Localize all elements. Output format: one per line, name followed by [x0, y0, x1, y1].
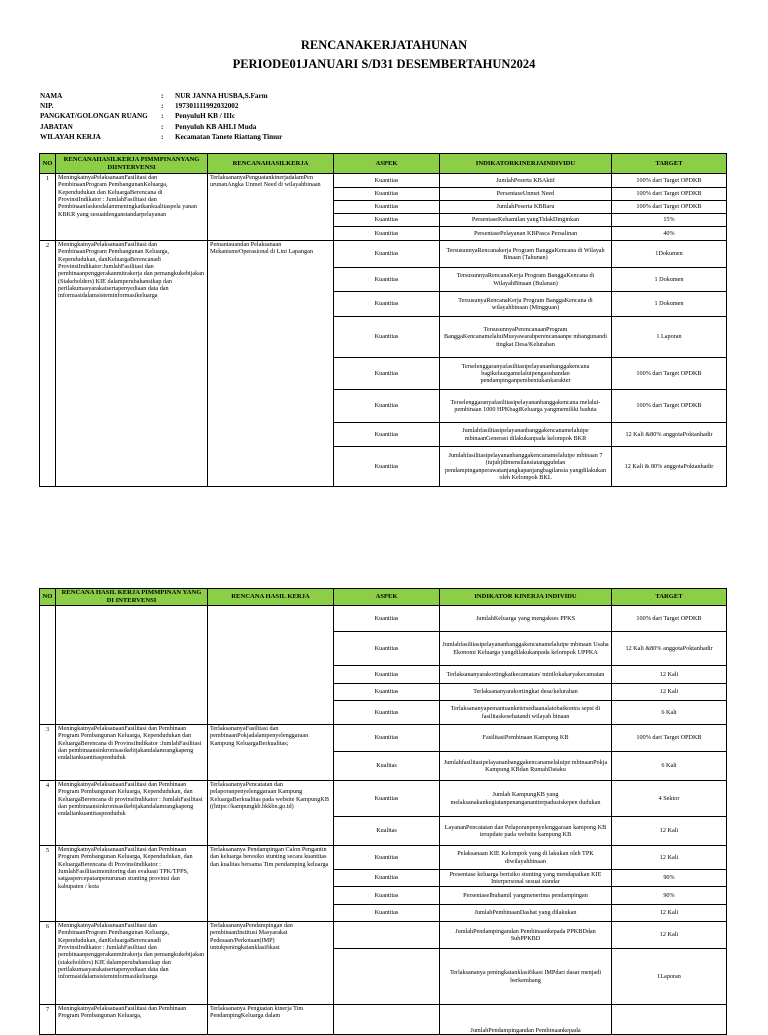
info-row-name: NAMA : NUR JANNA HUSBA,S.Farm — [40, 92, 268, 100]
table-row: Kuantitas Terlaksananyapemantuanketersediaanalatobatkontra sepsi di fasilitaskesehatandi wilayah binaan 6 Kali — [40, 701, 727, 725]
info-row-nip: NIP. : 197301111992032002 — [40, 102, 239, 111]
table-row: Kuantitas JumlahPembinaanDashat yang dilakukan 12 Kali — [40, 905, 727, 922]
table-row: Kualitas Jumlahfasilitasipelayananbanggakencanamelaluipe mbinaanPokja Kampung KBdan RumahDataku 6 Kali — [40, 752, 727, 781]
table-row: Kuantitas TersusunnyaPerencanaanProgram BanggaKencanamelaluiMusyawarahperencanaanpe mbangunandi tingkat Desa/Kelurahan 1 Laporan — [40, 317, 727, 358]
table-row: Kuantitas Jumlahfasilitasipelayananbanggakencanamelaluipe mbinaanGenerasi dilakukanpada kelompok BKR 12 Kali &80% anggotaPoktanhadir — [40, 423, 727, 447]
table-row: Kuantitas Terselenggaranyafasilitasipelayananbanggakencana bagikeluargamelaluipengasuhandan pendampinganpembentukankarakter 100% dari Target OPDKB — [40, 358, 727, 390]
table-row: Kuantitas Jumlahfasilitasipelayananbanggakencanamelaluipe mbinaan 7 (tujuh)dimensilansiatangguhdan pendampinganperawatanjangkapanjangbagilansia yangdilakukan oleh Kelompok BKL 12 Kali & 80% anggotaPoktanhadir — [40, 447, 727, 487]
table-row: 1 MeningkatnyaPelaksanaanFasilitasi dan PembinaanProgram PembangunanKeluarga, Kependudukan dan KeluargaBerencana di ProvinsiIndikator : JumlahFasilitasi dan Pembinaanfaskesdalammeningkatkankualitaspela yanan KBKR yang sesuaidenganstandarpelayanan TerlaksananyaPenguatankinerjadalamPen urunanAngka Unmet Need di wilayahbinaan Kuantitas JumlahPeserta KBAktif 100% dari Target OPDKB — [40, 174, 727, 188]
document-title: RENCANAKERJATAHUNAN — [300, 38, 468, 52]
table-row: Kuantitas PersentaseIbuhamil yangmenerima pendampingan 90% — [40, 887, 727, 905]
info-row-rank: PANGKAT/GOLONGAN RUANG : PenyuluH KB / IIIc — [40, 112, 236, 121]
document-period: PERIODE01JANUARI S/D31 DESEMBERTAHUN2024 — [232, 57, 536, 71]
info-row-position: JABATAN : Penyuluh KB AHLI Muda — [40, 122, 257, 131]
table-row: Kuantitas Terlaksananyarakortingkatkecamatan/ minilokakaryakecamatan 12 Kali — [40, 666, 727, 684]
table-row: 6 MeningkatnyaPelaksanaanFasilitasi dan PembinaanProgram Pembangunan Keluarga, Kependudukan, danKeluargaBerencanadi ProvinsiIndikator : JumlahFasilitasi dan pembinaanpenggerakanmitrakerja dan pemangkukebijakan (stakeholders) KIE dalamperubahansikap dan perilakumasyarakatsertapenyediaan data dan informasidalamsisteminformasikeluarga TerlaksananyaPendampingan dan pembinaanInstitusi Masyarakat Pedesaan/Perkotaan(IMP) untukpeningkatanklasifikasi JumlahPendampingandan Pembinaankepada PPKBDdan SubPPKBD 12 Kali — [40, 922, 727, 949]
table-row: 3 MeningkatnyaPelaksanaanFasilitasi dan Pembinaan Program Pembangunan Keluarga, Kependudukan dan KeluargaBerencana di ProvinsiIndikator :JumlahFasilitasi dan pembinaansinkronisasikebijakandalamrangkapeng endaliankuantitaspenduduk TerlaksananyaFasilitasi dan pembinaanPokjadalampenyelenggaraan Kampung KeluargaBerkualitas; Kuantitas FasilitasiPembinaan Kampung KB 100% dari Target OPDKB — [40, 725, 727, 752]
table-row: Kuantitas Presentase keluarga berisiko stunting yang mendapatkan KIE Interpersonal sesuai standar 90% — [40, 870, 727, 887]
table-row: 5 MeningkatnyaPelaksanaanFasilitasi dan Pembinaan Program Pembangunan Keluarga, Kependudukan, dan KeluargaBerencana di Provinsiindikator : JumlahFasilitasimonitoring dan evaluasi TPK/TPPS, satgaspercepatanpenurunan stunting provinsi dan kabupaten / kota Terlaksananya Pendampingan Calon Pengantin dan keluarga beresiko stunting secara kuantitas dan kualitas bersama Tim pendamping keluarga Kuantitas Pelaksanaan KIE Kelompok yang di lakukan oleh TPK diwilayahbinaan 12 Kali — [40, 846, 727, 870]
table-row: Kuantitas TersusunyaRencanaKerja Program BanggaKencana di wilayahbinaan (Mingguan) 1 Dokumen — [40, 292, 727, 317]
table-row: Kuantitas Terselenggaranyafasilitasipelayananbanggakencana melaluipembinaan 1000 HPKbagiKeluarga yangmemiliki baduta 100% dari Target OPDKB — [40, 390, 727, 423]
table-row: Kuantitas Terlaksananyarakortingkat desa/kelurahan 12 Kali — [40, 684, 727, 701]
info-row-work-area: WILAYAH KERJA : Kecamatan Tanete Riattang Timur — [40, 132, 283, 141]
table-header: NO RENCANAHASILKERJA PIMMPINANYANG DIINTERVENSI RENCANAHASILKERJA ASPEK INDIKATORKINERJAINDIVIDU TARGET — [40, 154, 727, 174]
table-row: Kualitas LayananPencatatan dan Pelaporanpenyelenggaraan kampong KB terupdate pada website kampung KB 12 Kali — [40, 817, 727, 846]
table-row: Kuantitas PersentaseUnmet Need 100% dari Target OPDKB — [40, 188, 727, 201]
table-row: Kuantitas PersentasePelayanan KBPasca Persalinan 40% — [40, 227, 727, 241]
table-row: 2 MeningkatnyaPelaksanaanFasilitasi dan PembinaanProgram Pembangunan Keluarga, Kependudukan, danKeluargaBerencanadi ProvinsiIndikator:JumlahFasilitasi dan pembinaanpenggerakanmitrakerja dan pemangkukebijakan (Stakeholders) KIE dalamperubahansikap dan perilakumasyarakatsertapenyediaan data dan informasidalamsisteminformasikeluarga Pemantauandan Pelaksanaan MekanismeOperasional di Lini Lapangan Kuantitas TersusunnyaRencanakerja Program BanggaKencana di Wilayah Binaan (Tahunan) 1Dokumen — [40, 241, 727, 268]
table-row: Kuantitas JumlahKeluarga yang mengakses PPKS 100% dari Target OPDKB — [40, 606, 727, 632]
table-row: 4 MeningkatnyaPelaksanaanFasilitasi dan Pembinaan Program Pembangunan Keluarga, Kependudukan, dan KeluargaBerencana di provinsiIndikator : JumlahFasilitasi dan pembinaansinkronisasikebijakandalamrangkapeng endaliankuantitaspenduduk TerlaksananyaPencatatan dan pelaporanpenyelenggaraan Kampung KeluargaBerkualitas pada website KampungKB ((https://kampungkb.bkkbn.go.id) Kuantitas Jumlah KampungKB yang melaksanakankegiatanpenanganantterpadusiskepen dudukan 4 Sektor — [40, 781, 727, 817]
work-plan-table-1 — [39, 153, 727, 487]
table-row: Kuantitas PersentaseKehamilan yangTidakDinginkan 15% — [40, 214, 727, 227]
table-row: Kuantitas TersusunnyaRencanaKerja Program BanggaKencana di WilayahBinaan (Bulanan) 1 Dokumen — [40, 268, 727, 292]
employee-info — [40, 91, 282, 142]
table-row: Kuantitas JumlahPeserta KBBaru 100% dari Target OPDKB — [40, 201, 727, 214]
table-row: Kuantitas Jumlahfasilitasipelayananbanggakencanamelaluipe mbinaan Usaha Ekonomi Keluarga yangdilakukanpada kelompok UPPKA 12 Kali &80% anggotaPoktanhadir — [40, 632, 727, 666]
table-row: 7 MeningkatnyaPelaksanaanFasilitasi dan Pembinaan Program Pembangunan Keluarga, Terlaksananya Penguatan kinerja Tim PendampingKeluarga dalam JumlahPendampingandan Pembinaankepada — [40, 1005, 727, 1035]
work-plan-table-2 — [39, 588, 727, 1035]
table-header: NO RENCANA HASIL KERJA PIMMPINAN YANG DI INTERVENSI RENCANA HASIL KERJA ASPEK INDIKATOR KINERJA INDIVIDU TARGET — [40, 589, 727, 606]
table-row: Terlaksananya peningkatanklasifikasi IMPdari dasar menjadi berkembang 1Laporan — [40, 949, 727, 1005]
